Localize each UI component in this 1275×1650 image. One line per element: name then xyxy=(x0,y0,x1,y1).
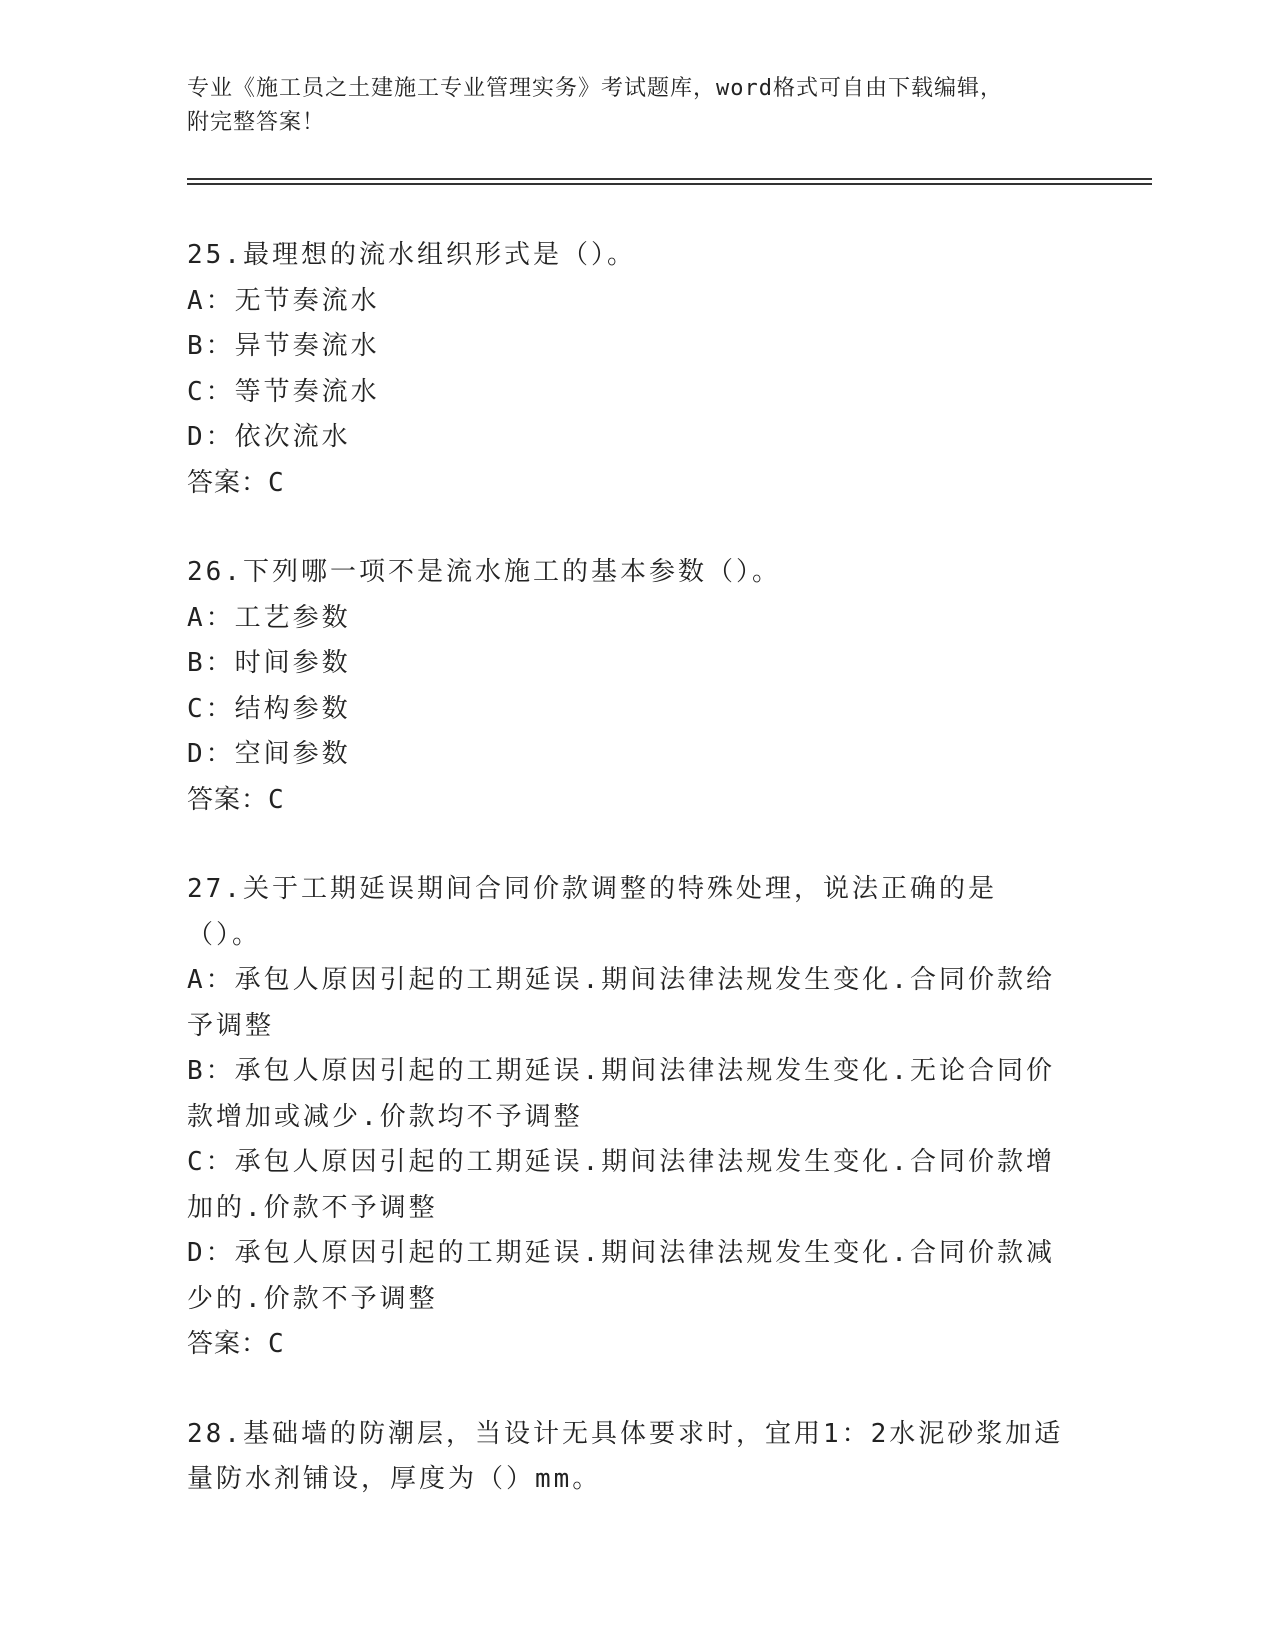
question-27 xyxy=(187,867,1067,1368)
document-header xyxy=(187,72,1067,140)
question-25 xyxy=(187,233,1067,506)
header-divider-bottom xyxy=(187,183,1152,185)
question-title: 25.最理想的流水组织形式是（）。 xyxy=(187,240,636,270)
option-c: C：等节奏流水 xyxy=(187,376,380,407)
header-divider-top xyxy=(187,178,1152,180)
answer: 答案：C xyxy=(187,467,285,498)
option-b: B：承包人原因引起的工期延误.期间法律法规发生变化.无论合同价款增加或减少.价款均不予调整 xyxy=(187,1056,1055,1132)
question-title: 26.下列哪一项不是流水施工的基本参数（）。 xyxy=(187,557,781,587)
option-a: A：工艺参数 xyxy=(187,602,351,633)
option-b: B：异节奏流水 xyxy=(187,331,380,361)
option-a: A：无节奏流水 xyxy=(187,285,380,316)
header-line-1: 专业《施工员之土建施工专业管理实务》考试题库，word格式可自由下载编辑， xyxy=(187,76,1003,101)
option-c: C：结构参数 xyxy=(187,693,351,724)
option-a: A：承包人原因引起的工期延误.期间法律法规发生变化.合同价款给予调整 xyxy=(187,965,1055,1041)
question-title: 28.基础墙的防潮层，当设计无具体要求时，宜用1：2水泥砂浆加适量防水剂铺设，厚度为（）mm。 xyxy=(187,1418,1064,1494)
question-list xyxy=(187,233,1067,1547)
question-28 xyxy=(187,1412,1067,1503)
question-26 xyxy=(187,550,1067,823)
header-line-2: 附完整答案！ xyxy=(187,110,326,135)
option-c: C：承包人原因引起的工期延误.期间法律法规发生变化.合同价款增加的.价款不予调整 xyxy=(187,1147,1055,1223)
option-d: D：承包人原因引起的工期延误.期间法律法规发生变化.合同价款减少的.价款不予调整 xyxy=(187,1238,1055,1314)
option-d: D：空间参数 xyxy=(187,739,351,769)
answer: 答案：C xyxy=(187,1329,285,1359)
answer: 答案：C xyxy=(187,784,285,815)
option-d: D：依次流水 xyxy=(187,422,351,452)
question-title: 27.关于工期延误期间合同价款调整的特殊处理，说法正确的是（）。 xyxy=(187,874,997,950)
option-b: B：时间参数 xyxy=(187,648,351,678)
